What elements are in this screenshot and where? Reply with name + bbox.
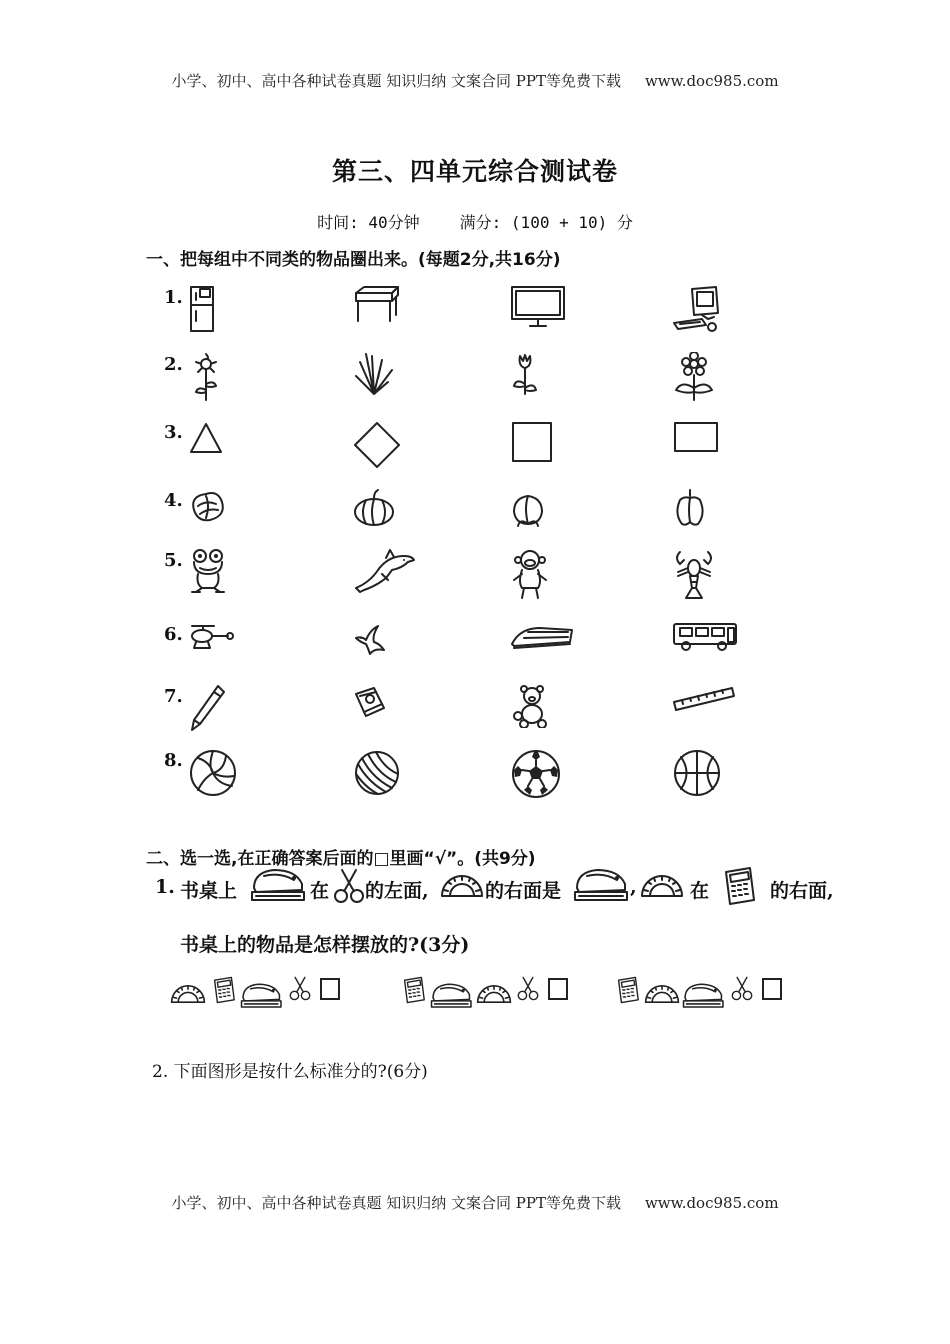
header-site: www.doc985.com bbox=[644, 72, 779, 90]
footer-text: 小学、初中、高中各种试卷真题 知识归纳 文案合同 PPT等免费下载 bbox=[171, 1194, 621, 1212]
computer-icon[interactable] bbox=[672, 285, 728, 339]
q1-text-7: 的右面, bbox=[770, 880, 834, 902]
row-number: 4. bbox=[164, 490, 183, 511]
pumpkin-icon[interactable] bbox=[352, 488, 396, 532]
monitor-icon[interactable] bbox=[510, 285, 566, 333]
lobster-icon[interactable] bbox=[672, 548, 716, 608]
protractor-icon bbox=[640, 870, 684, 903]
page-footer bbox=[0, 1192, 950, 1213]
bird-icon[interactable] bbox=[352, 622, 388, 662]
row-number: 2. bbox=[164, 354, 183, 375]
row-number: 5. bbox=[164, 550, 183, 571]
stapler-icon bbox=[430, 976, 474, 1019]
scissors-icon bbox=[728, 976, 756, 1006]
teddy-bear-icon[interactable] bbox=[510, 684, 550, 732]
calculator-icon bbox=[208, 976, 238, 1008]
answer-checkbox[interactable] bbox=[548, 978, 568, 1000]
section-2-heading: 二、选一选,在正确答案后面的□里画“√”。(共9分) bbox=[146, 849, 536, 869]
scissors-icon bbox=[514, 976, 542, 1006]
row-number: 7. bbox=[164, 686, 183, 707]
question-2-1-line2 bbox=[180, 930, 469, 957]
tulip-icon[interactable] bbox=[510, 352, 540, 400]
q1-text-6: 在 bbox=[690, 880, 710, 902]
volleyball-icon[interactable] bbox=[188, 748, 238, 802]
stapler-icon bbox=[573, 866, 631, 909]
question-2-1 bbox=[150, 866, 870, 906]
flower-icon[interactable] bbox=[672, 352, 716, 406]
grass-icon[interactable] bbox=[352, 352, 396, 400]
calculator-icon bbox=[398, 976, 428, 1008]
row-number: 1. bbox=[164, 287, 183, 308]
sunflower-icon[interactable] bbox=[188, 352, 228, 406]
cabbage-icon[interactable] bbox=[188, 488, 228, 528]
row-number: 6. bbox=[164, 624, 183, 645]
answer-checkbox[interactable] bbox=[320, 978, 340, 1000]
subtitle bbox=[0, 210, 950, 233]
q1-text-3: 的左面, bbox=[365, 880, 429, 902]
stapler-icon bbox=[240, 976, 284, 1019]
bus-icon[interactable] bbox=[672, 622, 738, 656]
q1-text-2: 在 bbox=[310, 880, 330, 902]
answer-checkbox[interactable] bbox=[762, 978, 782, 1000]
calculator-icon bbox=[720, 866, 756, 911]
protractor-icon bbox=[440, 870, 484, 903]
diamond-icon[interactable] bbox=[352, 420, 402, 474]
frog-icon[interactable] bbox=[188, 548, 228, 600]
scissors-icon bbox=[286, 976, 314, 1006]
page-title: 第三、四单元综合测试卷 bbox=[331, 157, 618, 186]
basketball-icon[interactable] bbox=[672, 748, 722, 802]
triangle-icon[interactable] bbox=[188, 420, 224, 460]
footer-site: www.doc985.com bbox=[644, 1194, 779, 1212]
scissors-icon bbox=[332, 868, 366, 911]
table-icon[interactable] bbox=[352, 285, 402, 329]
section-1-heading: 一、把每组中不同类的物品圈出来。(每题2分,共16分) bbox=[146, 250, 561, 270]
protractor-icon bbox=[476, 976, 512, 1013]
answer-options bbox=[170, 970, 830, 1020]
refrigerator-icon[interactable] bbox=[188, 285, 218, 339]
protractor-icon bbox=[170, 976, 206, 1013]
stapler-icon bbox=[682, 976, 726, 1019]
monkey-icon[interactable] bbox=[510, 548, 550, 604]
pencil-icon[interactable] bbox=[188, 684, 228, 738]
header-text: 小学、初中、高中各种试卷真题 知识归纳 文案合同 PPT等免费下载 bbox=[171, 72, 621, 90]
q1-text-4: 的右面是 bbox=[485, 880, 562, 902]
protractor-icon bbox=[644, 976, 680, 1013]
question-number: 1. bbox=[155, 876, 175, 898]
q1-line2: 书桌上的物品是怎样摆放的?(3分) bbox=[180, 934, 470, 956]
watermelon-icon[interactable] bbox=[352, 748, 402, 802]
q1-text-1: 书桌上 bbox=[180, 880, 238, 902]
peach-icon[interactable] bbox=[510, 488, 546, 532]
calculator-icon bbox=[612, 976, 642, 1008]
dolphin-icon[interactable] bbox=[352, 548, 416, 598]
row-number: 3. bbox=[164, 422, 183, 443]
time-limit: 时间: 40分钟 bbox=[317, 213, 420, 232]
page-header bbox=[0, 70, 950, 91]
sharpener-icon[interactable] bbox=[352, 684, 386, 722]
train-icon[interactable] bbox=[510, 622, 574, 656]
question-2-2: 2. 下面图形是按什么标准分的?(6分) bbox=[152, 1062, 428, 1082]
row-number: 8. bbox=[164, 750, 183, 771]
q1-text-5: , bbox=[630, 876, 637, 898]
ruler-icon[interactable] bbox=[672, 684, 736, 718]
pepper-icon[interactable] bbox=[672, 488, 708, 532]
helicopter-icon[interactable] bbox=[188, 622, 234, 656]
stapler-icon bbox=[250, 866, 308, 909]
full-score: 满分: (100 + 10) 分 bbox=[459, 213, 633, 232]
square-icon[interactable] bbox=[510, 420, 554, 468]
rectangle-icon[interactable] bbox=[672, 420, 720, 458]
soccer-ball-icon[interactable] bbox=[510, 748, 562, 804]
